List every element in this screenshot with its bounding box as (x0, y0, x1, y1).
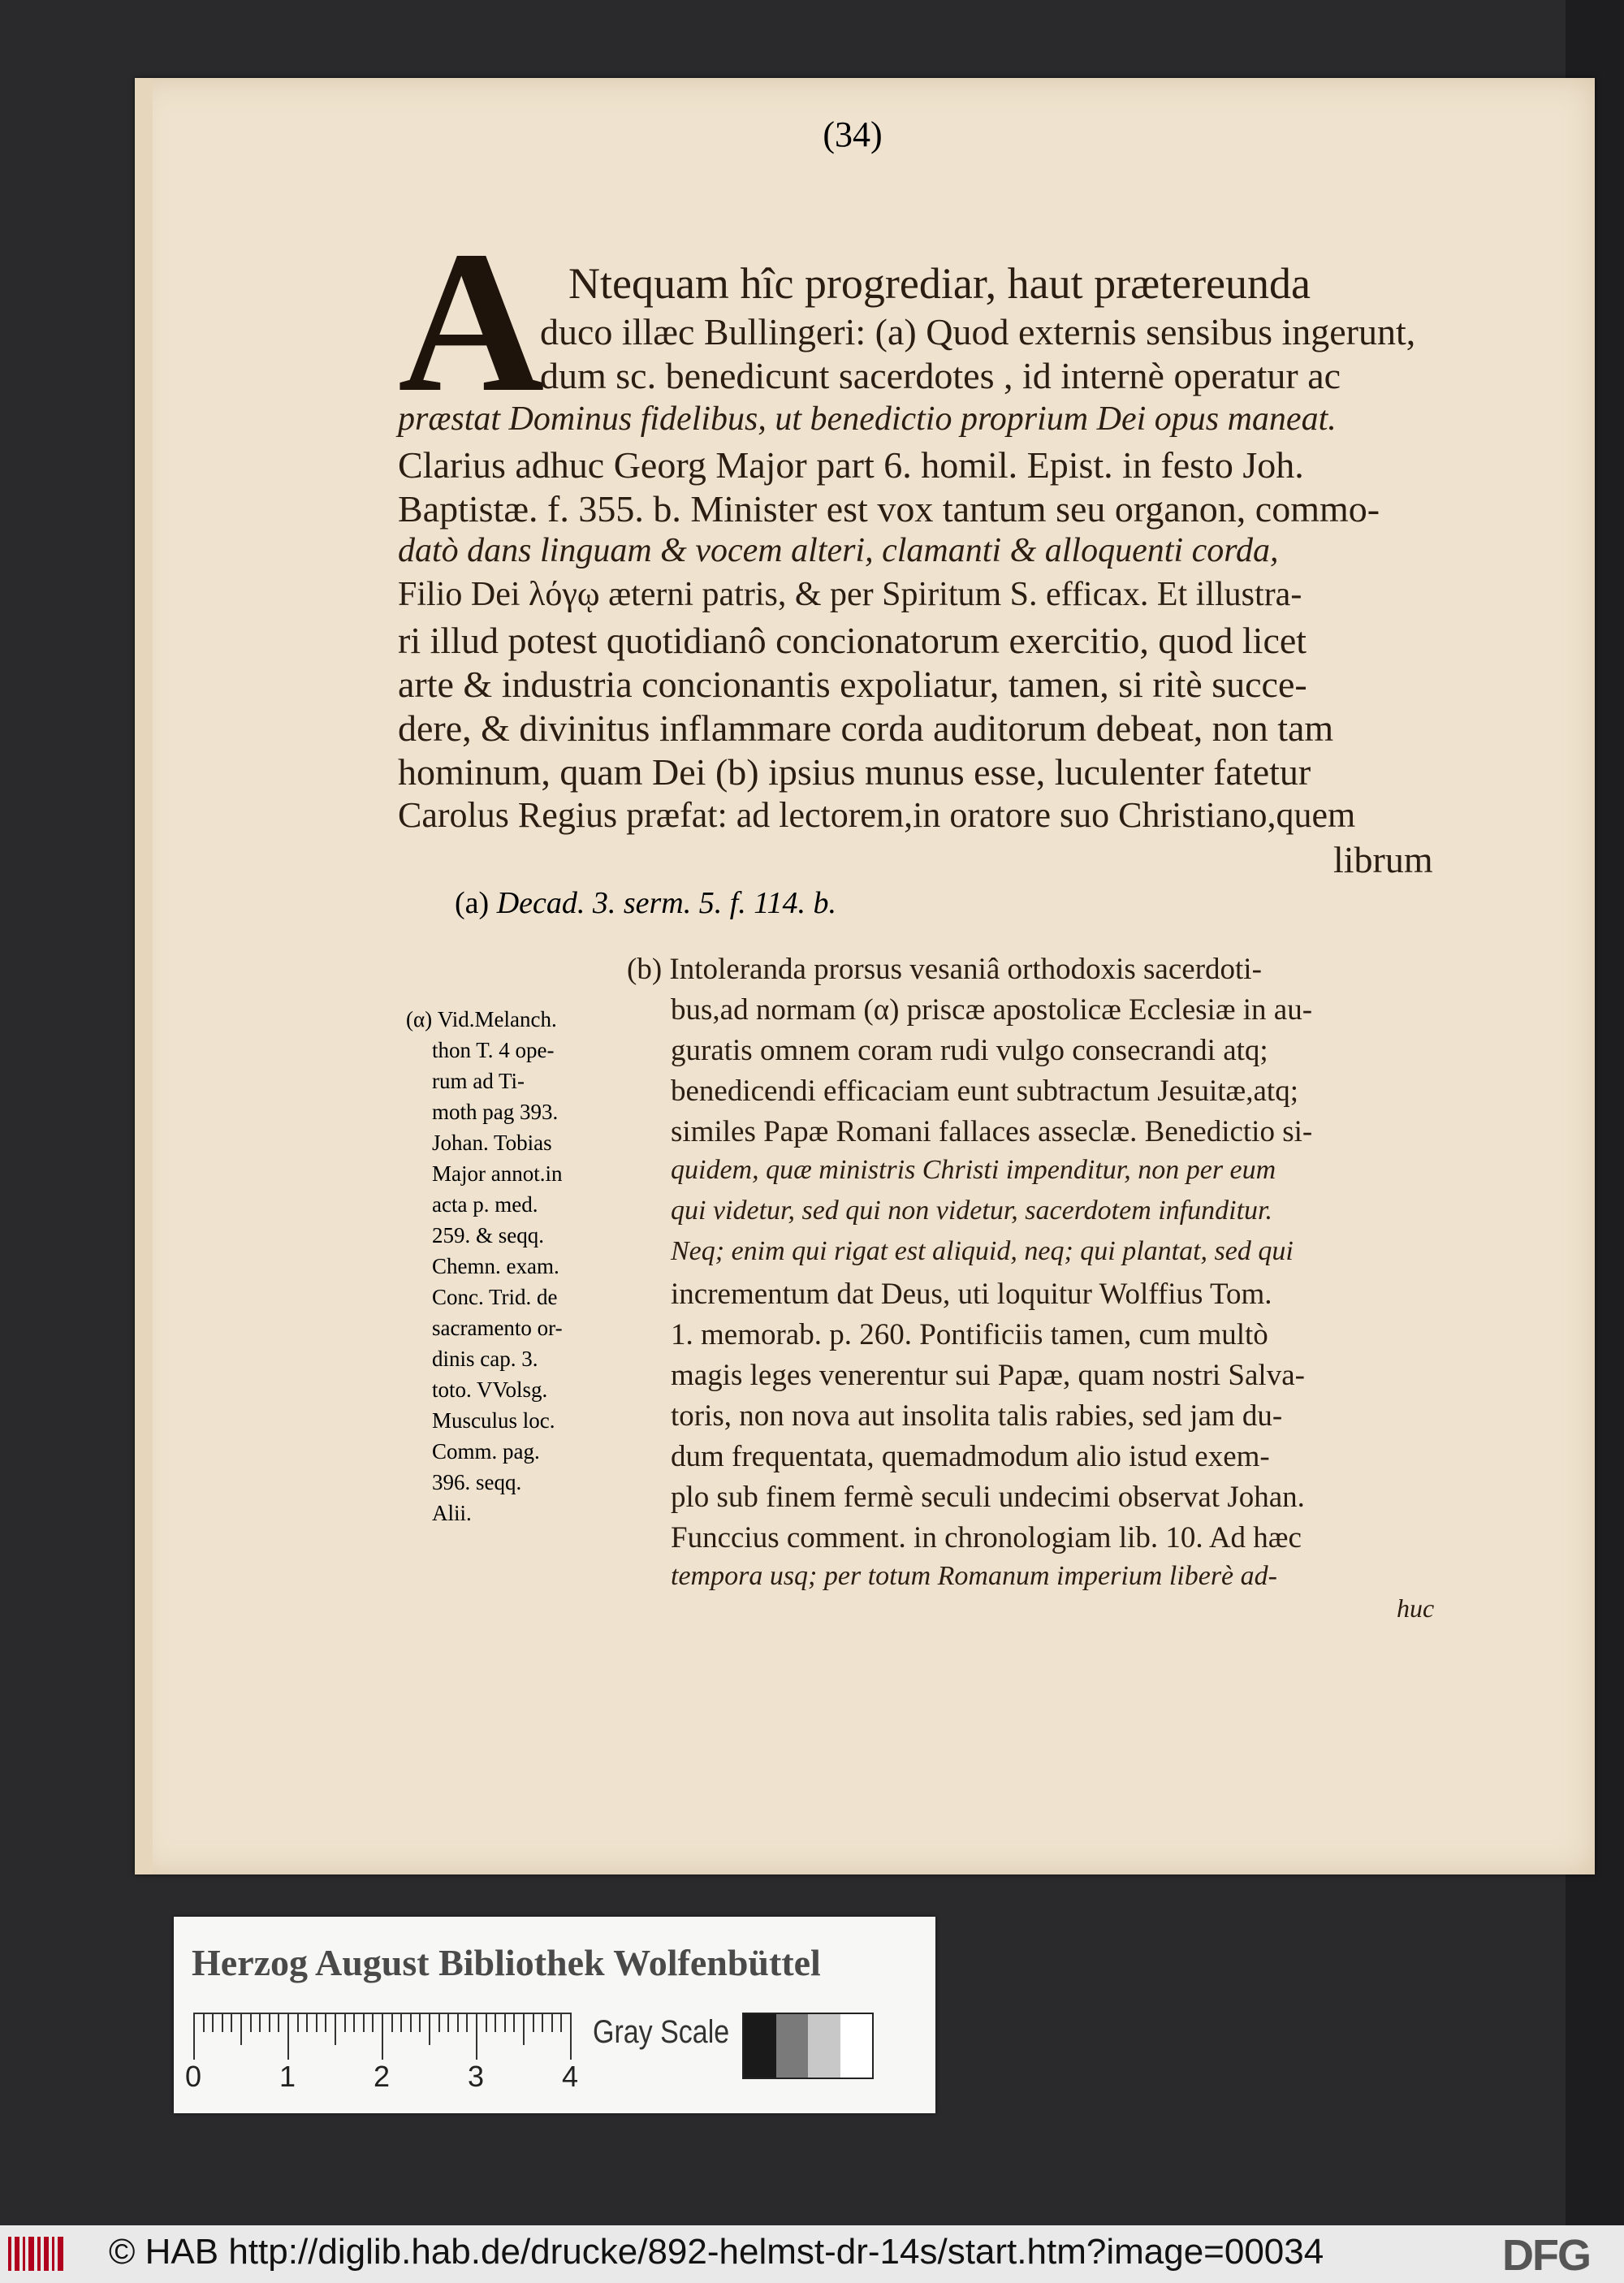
footnote-b-line: 1. memorab. p. 260. Pontificiis tamen, cum multò (671, 1318, 1268, 1351)
ruler-tick (344, 2013, 346, 2032)
footnote-b-line: guratis omnem coram rudi vulgo consecrandi atq; (671, 1034, 1268, 1067)
margin-note-line: dinis cap. 3. (432, 1347, 538, 1371)
drop-capital: A (398, 210, 545, 435)
margin-note-line: Alii. (432, 1501, 472, 1525)
ruler-tick (240, 2013, 242, 2045)
body-line: arte & industria concionantis expoliatur, tamen, si ritè succe- (398, 664, 1307, 705)
footnote-b-line: bus,ad normam (α) priscæ apostolicæ Ecclesiæ in au- (671, 993, 1313, 1027)
margin-note-line: (α) Vid.Melanch. (406, 1007, 557, 1031)
page-edge (135, 78, 153, 1874)
margin-note-line: 259. & seqq. (432, 1223, 544, 1247)
ruler-tick (372, 2013, 374, 2032)
margin-note-line: Major annot.in (432, 1161, 563, 1186)
ruler-number: 1 (279, 2060, 296, 2093)
body-line: Carolus Regius præfat: ad lectorem,in oratore suo Christiano,quem (398, 795, 1356, 835)
ruler-tick (382, 2013, 383, 2060)
footnote-a (455, 885, 836, 921)
ruler-tick (495, 2013, 496, 2032)
footer-bar (0, 2225, 1624, 2283)
body-line: Ntequam hîc progrediar, haut prætereunda (568, 259, 1311, 308)
ruler-tick (486, 2013, 487, 2032)
ruler-number: 3 (468, 2060, 485, 2093)
ruler-tick (203, 2013, 205, 2032)
footnote-a-text: Decad. 3. serm. 5. f. 114. b. (496, 886, 836, 920)
margin-note-line: moth pag 393. (432, 1100, 559, 1124)
ruler-tick (297, 2013, 299, 2032)
margin-note-line: Comm. pag. (432, 1439, 540, 1464)
ruler-tick (222, 2013, 223, 2032)
ruler-tick (400, 2013, 402, 2032)
ruler-tick (457, 2013, 459, 2032)
footnote-b-line: toris, non nova aut insolita talis rabies, sed jam du- (671, 1399, 1283, 1433)
gray-swatch-light (808, 2014, 840, 2078)
footnote-b-line: Neq; enim qui rigat est aliquid, neq; qui plantat, sed qui (671, 1236, 1294, 1266)
body-line: hominum, quam Dei (b) ipsius munus esse, luculenter fatetur (398, 751, 1311, 793)
ruler-tick (335, 2013, 336, 2045)
gray-scale-swatches (742, 2013, 874, 2079)
dfg-logo: DFG (1502, 2231, 1590, 2280)
margin-note-line: rum ad Ti- (432, 1069, 525, 1093)
footnote-b-line: (b) Intoleranda prorsus vesaniâ orthodoxis sacerdoti- (627, 953, 1262, 986)
ruler-tick (410, 2013, 412, 2032)
body-line: Clarius adhuc Georg Major part 6. homil. Epist. in festo Joh. (398, 444, 1304, 486)
footnote-a-mark: (a) (455, 886, 490, 920)
margin-note-line: Conc. Trid. de (432, 1285, 558, 1309)
ruler-tick (542, 2013, 543, 2032)
source-url-link[interactable]: © HAB http://diglib.hab.de/drucke/892-helmst-dr-14s/start.htm?image=00034 (109, 2232, 1324, 2272)
ruler (193, 2013, 572, 2060)
ruler-tick (533, 2013, 534, 2032)
margin-note-line: sacramento or- (432, 1316, 563, 1340)
gray-scale-label: Gray Scale (593, 2014, 730, 2050)
footnote-b-line: dum frequentata, quemadmodum alio istud exem- (671, 1440, 1270, 1473)
ruler-tick (447, 2013, 449, 2032)
gray-swatch-black (744, 2014, 776, 2078)
ruler-tick (269, 2013, 270, 2032)
ruler-tick (193, 2013, 195, 2060)
ruler-tick (551, 2013, 553, 2032)
footnote-b-line: magis leges venerentur sui Papæ, quam nostri Salva- (671, 1359, 1305, 1392)
footnote-b-line: quidem, quæ ministris Christi impenditur, non per eum (671, 1155, 1276, 1185)
margin-note-line: Musculus loc. (432, 1408, 555, 1433)
ruler-tick (438, 2013, 440, 2032)
margin-note-line: Johan. Tobias (432, 1131, 552, 1155)
ruler-tick (513, 2013, 515, 2032)
footnote-b-catchword: huc (1397, 1593, 1435, 1623)
ruler-tick (306, 2013, 308, 2032)
gray-swatch-dark (776, 2014, 809, 2078)
gray-swatch-white (840, 2014, 873, 2078)
ruler-number: 0 (185, 2060, 202, 2093)
ruler-number: 2 (374, 2060, 391, 2093)
ruler-tick (391, 2013, 393, 2032)
body-line: ri illud potest quotidianô concionatorum exercitio, quod licet (398, 620, 1307, 661)
footnote-b-line: plo sub finem fermè seculi undecimi observat Johan. (671, 1481, 1305, 1514)
body-line: datò dans linguam & vocem alteri, clamanti & alloquenti corda, (398, 532, 1279, 569)
ruler-number: 4 (562, 2060, 579, 2093)
ruler-tick (278, 2013, 279, 2032)
body-line: duco illæc Bullingeri: (a) Quod externis sensibus ingerunt, (540, 311, 1416, 352)
ruler-tick (287, 2013, 289, 2060)
ruler-tick (259, 2013, 261, 2032)
ruler-tick (429, 2013, 430, 2045)
margin-note-line: Chemn. exam. (432, 1254, 559, 1278)
ruler-tick (476, 2013, 477, 2060)
barcode-icon (8, 2237, 67, 2271)
ruler-tick (231, 2013, 232, 2032)
catchword: librum (1333, 839, 1433, 880)
margin-note-line: toto. VVolsg. (432, 1377, 548, 1402)
ruler-tick (560, 2013, 562, 2032)
body-line: dere, & divinitus inflammare corda auditorum debeat, non tam (398, 707, 1334, 749)
ruler-tick (353, 2013, 355, 2032)
body-line: præstat Dominus fidelibus, ut benedictio proprium Dei opus maneat. (398, 400, 1337, 438)
ruler-tick (570, 2013, 572, 2060)
footnote-b-line: incrementum dat Deus, uti loquitur Wolffius Tom. (671, 1278, 1272, 1311)
library-color-card (174, 1917, 935, 2113)
margin-note-line: acta p. med. (432, 1192, 538, 1217)
ruler-tick (363, 2013, 365, 2032)
ruler-tick (316, 2013, 317, 2032)
ruler-tick (504, 2013, 506, 2032)
margin-note-line: thon T. 4 ope- (432, 1038, 555, 1062)
page-number: (34) (823, 115, 883, 154)
ruler-tick (466, 2013, 468, 2032)
ruler-tick (523, 2013, 525, 2045)
ruler-tick (250, 2013, 252, 2032)
body-line: Baptistæ. f. 355. b. Minister est vox tantum seu organon, commo- (398, 488, 1380, 530)
ruler-tick (325, 2013, 326, 2032)
ruler-tick (419, 2013, 421, 2032)
library-name: Herzog August Bibliothek Wolfenbüttel (192, 1942, 821, 1983)
footnote-b-line: benedicendi efficaciam eunt subtractum Jesuitæ,atq; (671, 1074, 1298, 1108)
ruler-tick (212, 2013, 214, 2032)
footnote-b-line: tempora usq; per totum Romanum imperium liberè ad- (671, 1561, 1277, 1591)
footnote-b-line: similes Papæ Romani fallaces asseclæ. Benedictio si- (671, 1115, 1313, 1148)
footnote-b-line: qui videtur, sed qui non videtur, sacerdotem infunditur. (671, 1196, 1273, 1226)
margin-note-line: 396. seqq. (432, 1470, 522, 1494)
footnote-b-line: Funccius comment. in chronologiam lib. 10. Ad hæc (671, 1521, 1302, 1554)
body-line: Filio Dei λόγῳ æterni patris, & per Spiritum S. efficax. Et illustra- (398, 576, 1302, 613)
body-line: dum sc. benedicunt sacerdotes , id internè operatur ac (540, 355, 1341, 396)
